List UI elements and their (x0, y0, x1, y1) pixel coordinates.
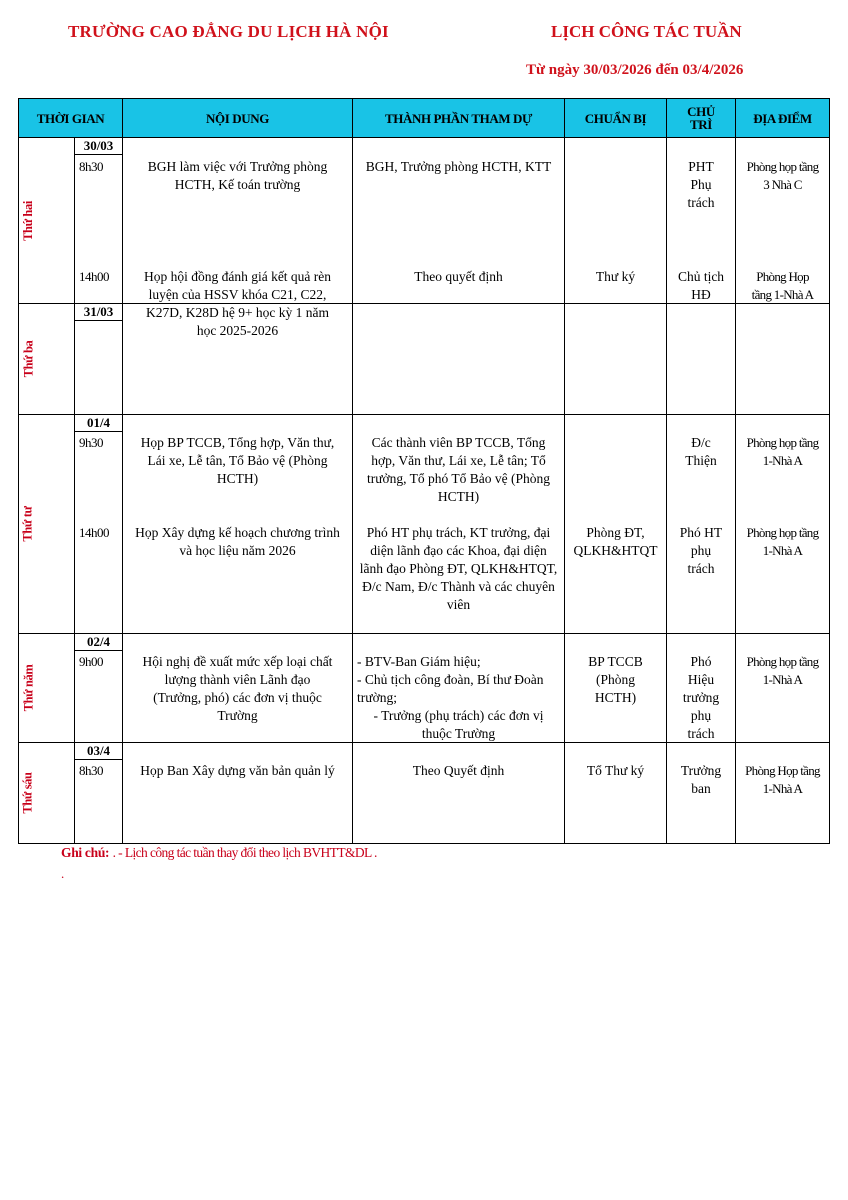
prep-cell (565, 304, 667, 415)
day-name: Thứ năm (21, 664, 36, 712)
day-row-thursday (19, 634, 830, 743)
footnote-label: Ghi chú: (61, 845, 110, 860)
entry-prep: Tổ Thư ký (586, 763, 645, 778)
place-cell (736, 743, 830, 844)
day-time-cell (74, 634, 122, 743)
host-cell (667, 138, 736, 304)
entry-place: Phòng họp tầng 1-Nhà A (746, 435, 819, 468)
school-name: TRƯỜNG CAO ĐẲNG DU LỊCH HÀ NỘI (68, 22, 389, 41)
prep-cell (565, 415, 667, 634)
day-cell (19, 743, 123, 844)
prep-cell (565, 634, 667, 743)
host-cell (667, 415, 736, 634)
col-time-header: THỜI GIAN (19, 99, 123, 138)
host-cell (667, 743, 736, 844)
entry-participants: Theo quyết định (414, 269, 503, 284)
day-time-cell (74, 304, 122, 415)
day-time-cell (74, 415, 122, 634)
day-name: Thứ hai (21, 200, 36, 241)
entry-place: Phòng họp tầng 3 Nhà C (746, 159, 819, 192)
col-place-header: ĐỊA ĐIỂM (736, 99, 830, 138)
day-row-friday (19, 743, 830, 844)
entry-host: PHT Phụ trách (687, 159, 715, 210)
entry-place: Phòng Họp tầng 1-Nhà A (751, 269, 814, 302)
entry-place: Phòng Họp tầng 1-Nhà A (745, 763, 820, 796)
participants-cell (353, 743, 565, 844)
entry-time: 14h00 (79, 525, 109, 540)
participants-line: - Chủ tịch công đoàn, Bí thư Đoàn trường; (357, 672, 544, 705)
date-range: Từ ngày 30/03/2026 đến 03/4/2026 (526, 62, 744, 78)
participants-list (353, 653, 564, 743)
footnote (61, 845, 377, 861)
day-date: 03/4 (75, 743, 122, 760)
prep-cell (565, 743, 667, 844)
day-time-cell (74, 743, 122, 844)
footnote-text: . - Lịch công tác tuần thay đổi theo lịch BVHTT&DL . (112, 845, 377, 860)
place-cell (736, 415, 830, 634)
col-content-header: NỘI DUNG (123, 99, 353, 138)
day-cell (19, 634, 123, 743)
host-cell (667, 304, 736, 415)
entry-host: Phó HT phụ trách (679, 525, 723, 576)
col-participants-header: THÀNH PHẦN THAM DỰ (353, 99, 565, 138)
entry-content: Họp Xây dựng kế hoạch chương trình và học liệu năm 2026 (135, 525, 340, 558)
day-cell (19, 138, 123, 304)
day-cell (19, 304, 123, 415)
header-row (19, 99, 830, 138)
schedule-title: LỊCH CÔNG TÁC TUẦN (551, 22, 742, 41)
entry-prep: Thư ký (595, 269, 636, 284)
day-time-cell (74, 138, 122, 304)
entry-prep: Phòng ĐT, QLKH&HTQT (573, 525, 658, 558)
place-cell (736, 138, 830, 304)
entry-participants: Theo Quyết định (412, 763, 505, 778)
participants-line: - BTV-Ban Giám hiệu; (357, 654, 481, 669)
entry-content: Họp BP TCCB, Tổng hợp, Văn thư, Lái xe, Lễ tân, Tổ Bảo vệ (Phòng HCTH) (140, 435, 335, 486)
prep-cell (565, 138, 667, 304)
day-name: Thứ tư (21, 506, 35, 542)
entry-content: Hội nghị đề xuất mức xếp loại chất lượng thành viên Lãnh đạo (Trưởng, phó) các đơn vị thuộc Trường (142, 654, 333, 723)
participants-cell (353, 415, 565, 634)
entry-place: Phòng họp tầng 1-Nhà A (746, 654, 819, 687)
entry-host: Đ/c Thiện (685, 435, 717, 468)
entry-place: Phòng họp tầng 1-Nhà A (746, 525, 819, 558)
day-name: Thứ ba (21, 340, 35, 378)
place-cell (736, 634, 830, 743)
participants-line: - Trưởng (phụ trách) các đơn vị thuộc Trường (373, 708, 544, 741)
participants-cell (353, 138, 565, 304)
day-row-monday (19, 138, 830, 304)
schedule-table (18, 98, 830, 844)
content-cell (123, 415, 353, 634)
content-cell (123, 634, 353, 743)
entry-content: Họp hội đồng đánh giá kết quả rèn luyện của HSSV khóa C21, C22, K27D, K28D hệ 9+ học kỳ 1 năm học 2025-2026 (143, 269, 332, 338)
day-date: 31/03 (75, 304, 122, 321)
entry-participants: Phó HT phụ trách, KT trưởng, đại diện lãnh đạo các Khoa, đại diện lãnh đạo Phòng ĐT, QLKH&HTQT, Đ/c Nam, Đ/c Thành và các chuyên viên (359, 525, 558, 612)
entry-time: 14h00 (79, 269, 109, 284)
day-date: 02/4 (75, 634, 122, 651)
entry-host: Trưởng ban (680, 763, 722, 796)
entry-time: 9h00 (79, 654, 103, 669)
entry-time: 8h30 (79, 763, 103, 778)
day-name: Thứ sáu (21, 772, 35, 814)
entry-participants: Các thành viên BP TCCB, Tổng hợp, Văn thư, Lái xe, Lễ tân; Tổ trưởng, Tổ phó Tổ Bảo vệ (Phòng HCTH) (366, 435, 551, 504)
day-cell (19, 415, 123, 634)
entry-host: Chủ tịch HĐ (677, 269, 725, 302)
participants-cell (353, 634, 565, 743)
content-cell (123, 138, 353, 338)
col-prep-header: CHUẨN BỊ (565, 99, 667, 138)
day-date: 30/03 (75, 138, 122, 155)
footnote-dot: . (61, 866, 65, 881)
entry-participants: BGH, Trưởng phòng HCTH, KTT (365, 159, 552, 174)
col-host-header: CHỦ TRÌ (667, 99, 736, 138)
entry-time: 9h30 (79, 435, 103, 450)
host-cell (667, 634, 736, 743)
entry-host: Phó Hiệu trưởng phụ trách (682, 654, 720, 741)
day-date: 01/4 (75, 415, 122, 432)
entry-prep: BP TCCB (Phòng HCTH) (588, 654, 643, 705)
place-cell (736, 304, 830, 415)
entry-content: Họp Ban Xây dựng văn bản quản lý (140, 763, 335, 778)
entry-content: BGH làm việc với Trưởng phòng HCTH, Kế toán trường (147, 159, 328, 192)
entry-time: 8h30 (79, 159, 103, 174)
content-cell (123, 743, 353, 844)
participants-cell (353, 304, 565, 415)
day-row-wednesday (19, 415, 830, 634)
